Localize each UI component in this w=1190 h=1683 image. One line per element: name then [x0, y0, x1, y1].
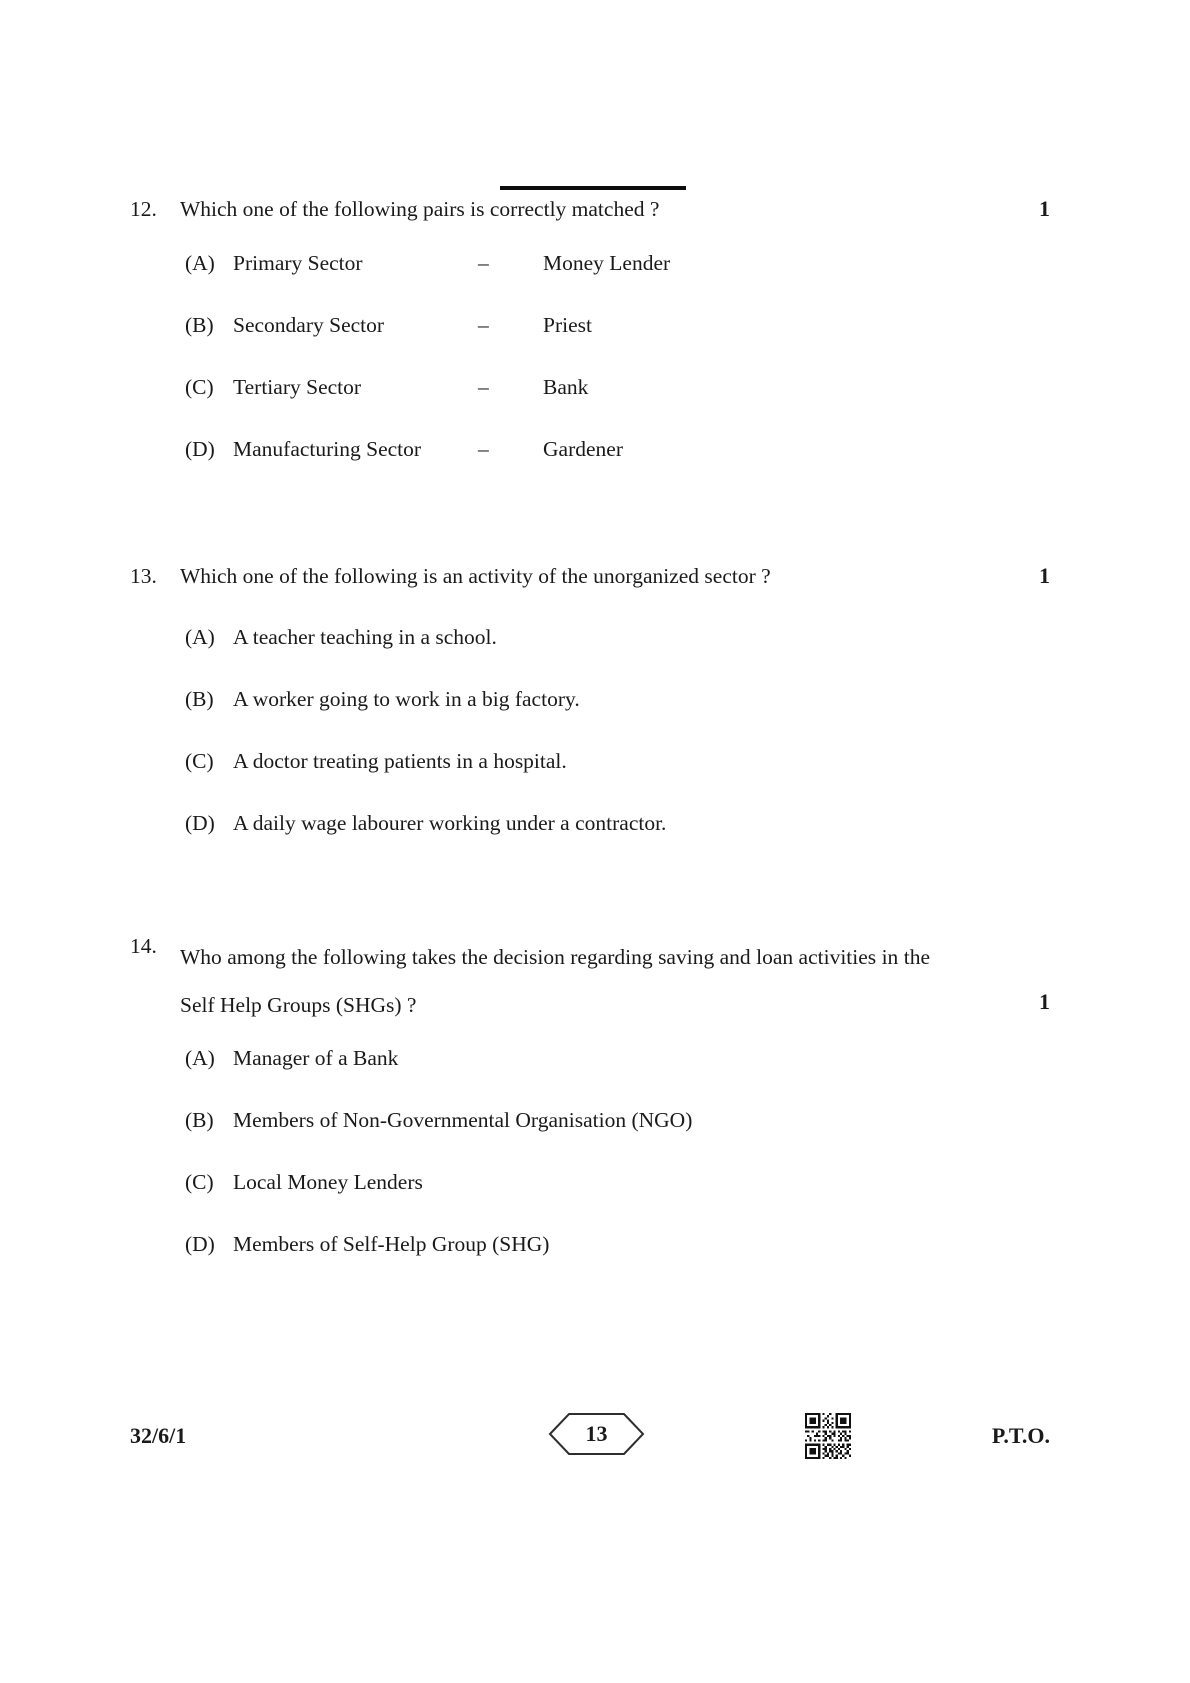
question-13 — [130, 563, 1050, 836]
match-dash: – — [478, 375, 489, 399]
page-number-badge — [548, 1411, 645, 1457]
question-12-number: 12. — [130, 197, 157, 221]
question-14-text: Who among the following takes the decision regarding saving and loan activities in the Self Help Groups (SHGs) ? — [180, 945, 930, 1017]
option-text: A worker going to work in a big factory. — [233, 687, 580, 711]
questions-area — [130, 196, 1050, 1257]
question-12 — [130, 196, 1050, 462]
option-term: Tertiary Sector — [233, 375, 362, 399]
section-divider-rule — [500, 186, 686, 190]
match-dash: – — [478, 437, 489, 461]
option-letter: (D) — [185, 1232, 215, 1256]
question-14-header — [130, 933, 1050, 1029]
question-14-options — [185, 1045, 1050, 1257]
option-letter: (D) — [185, 437, 215, 461]
page-number: 13 — [585, 1421, 608, 1446]
option-letter: (D) — [185, 811, 215, 835]
question-13-option-c — [185, 748, 1050, 774]
question-12-header — [130, 196, 1050, 222]
question-14 — [130, 933, 1050, 1257]
option-term: Primary Sector — [233, 251, 363, 275]
option-match-value: Priest — [543, 313, 592, 337]
option-text: Members of Self-Help Group (SHG) — [233, 1232, 550, 1256]
question-14-option-b — [185, 1107, 1050, 1133]
question-13-number: 13. — [130, 564, 157, 588]
question-13-marks: 1 — [1039, 563, 1050, 588]
question-12-options — [185, 250, 1050, 462]
option-term: Secondary Sector — [233, 313, 385, 337]
match-dash: – — [478, 313, 489, 337]
option-letter: (B) — [185, 313, 214, 337]
option-match-value: Bank — [543, 375, 589, 399]
question-13-option-a — [185, 624, 1050, 650]
question-14-number: 14. — [130, 934, 157, 958]
question-12-option-b — [185, 312, 1050, 338]
paper-code: 32/6/1 — [130, 1423, 187, 1448]
option-text: Manager of a Bank — [233, 1046, 399, 1070]
question-13-options — [185, 624, 1050, 836]
option-text: Members of Non-Governmental Organisation (NGO) — [233, 1108, 693, 1132]
option-term: Manufacturing Sector — [233, 437, 422, 461]
option-letter: (B) — [185, 1108, 214, 1132]
question-14-option-a — [185, 1045, 1050, 1071]
option-text: Local Money Lenders — [233, 1170, 423, 1194]
option-text: A daily wage labourer working under a contractor. — [233, 811, 667, 835]
option-text: A doctor treating patients in a hospital. — [233, 749, 567, 773]
question-12-text: Which one of the following pairs is correctly matched ? — [180, 197, 660, 221]
option-letter: (C) — [185, 1170, 214, 1194]
question-14-marks: 1 — [1039, 989, 1050, 1014]
option-text: A teacher teaching in a school. — [233, 625, 497, 649]
question-13-option-b — [185, 686, 1050, 712]
option-letter: (C) — [185, 375, 214, 399]
option-match-value: Gardener — [543, 437, 623, 461]
option-letter: (A) — [185, 625, 215, 649]
option-letter: (B) — [185, 687, 214, 711]
option-letter: (C) — [185, 749, 214, 773]
option-match-value: Money Lender — [543, 251, 671, 275]
question-12-option-d — [185, 436, 1050, 462]
question-12-marks: 1 — [1039, 196, 1050, 221]
question-13-option-d — [185, 810, 1050, 836]
page-footer — [130, 1408, 1050, 1468]
question-12-option-c — [185, 374, 1050, 400]
question-13-text: Which one of the following is an activity of the unorganized sector ? — [180, 564, 771, 588]
pto-label: P.T.O. — [991, 1423, 1050, 1448]
question-12-option-a — [185, 250, 1050, 276]
match-dash: – — [478, 251, 489, 275]
qr-code-icon — [805, 1412, 851, 1460]
question-14-option-d — [185, 1231, 1050, 1257]
question-13-header — [130, 563, 1050, 589]
option-letter: (A) — [185, 1046, 215, 1070]
option-letter: (A) — [185, 251, 215, 275]
question-14-option-c — [185, 1169, 1050, 1195]
